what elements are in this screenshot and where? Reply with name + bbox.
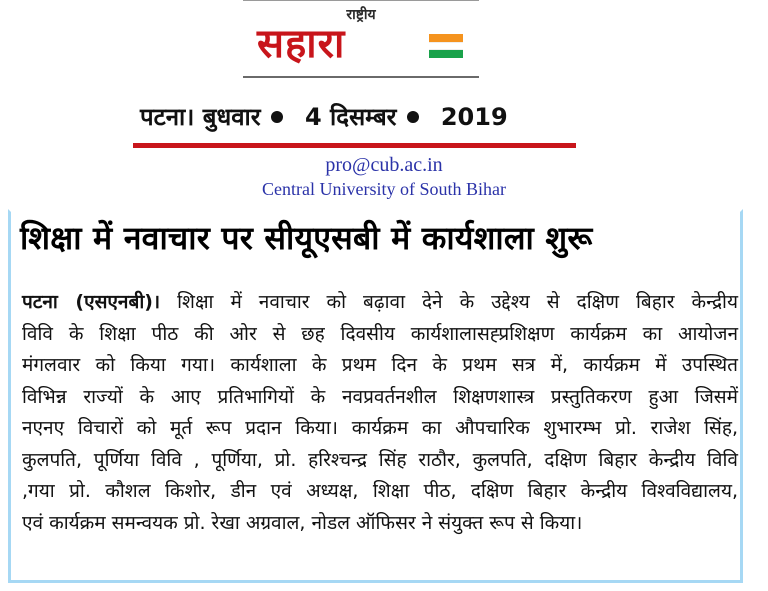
masthead-bottom-rule [243, 76, 479, 78]
newspaper-masthead [243, 0, 479, 84]
dateline [140, 100, 600, 133]
article-body [22, 287, 738, 539]
article-line: विभिन्न राज्यों के आए प्रतिभागियों के नवप्रवर्तनशील शिक्षणशास्त्र प्रस्तुतिकरण हुआ जिसमें [22, 385, 738, 408]
bullet-icon [271, 111, 283, 123]
article-line: विवि के शिक्षा पीठ की ओर से छह दिवसीय कार्यशालासह्प्रशिक्षण कार्यक्रम का आयोजन [22, 322, 738, 345]
article-line: एवं कार्यक्रम समन्वयक प्रो. रेखा अग्रवाल, नोडल ऑफिसर ने संयुक्त रूप से किया। [22, 511, 583, 534]
dateline-date: 4 दिसम्बर [304, 103, 397, 131]
tricolor-flag-icon [429, 34, 463, 58]
dateline-city: पटना। [140, 103, 195, 131]
masthead-top-rule [243, 0, 479, 1]
article-line: नएनए विचारों को मूर्त रूप प्रदान किया। कार्यक्रम का औपचारिक शुभारम्भ प्रो. राजेश सिंह, [22, 417, 738, 439]
source-university: Central University of South Bihar [262, 179, 506, 199]
masthead-kicker: राष्ट्रीय [346, 7, 376, 23]
article-byline: पटना (एसएनबी)। [22, 291, 161, 313]
dateline-day: बुधवार [202, 103, 261, 131]
source-email: pro@cub.ac.in [325, 154, 443, 176]
bullet-icon [407, 111, 419, 123]
article-line: कुलपति, पूर्णिया विवि , पूर्णिया, प्रो. हरिश्चन्द्र सिंह राठौर, कुलपति, दक्षिण बिहार केन्द्रीय विवि [22, 448, 738, 471]
dateline-red-rule [133, 143, 576, 148]
article-headline: शिक्षा में नवाचार पर सीयूएसबी में कार्यशाला शुरू [20, 219, 593, 257]
masthead-logo: सहारा [257, 21, 346, 67]
dateline-year: 2019 [440, 103, 508, 131]
article-line: मंगलवार को किया गया। कार्यशाला के प्रथम दिन के प्रथम सत्र में, कार्यक्रम में उपस्थित [22, 354, 738, 376]
article-line: पटना (एसएनबी)। शिक्षा में नवाचार को बढ़ावा देने के उद्देश्य से दक्षिण बिहार केन्द्रीय [22, 291, 738, 313]
article-line: ,गया प्रो. कौशल किशोर, डीन एवं अध्यक्ष, शिक्षा पीठ, दक्षिण बिहार केन्द्रीय विश्वविद्यालय, [22, 480, 738, 502]
